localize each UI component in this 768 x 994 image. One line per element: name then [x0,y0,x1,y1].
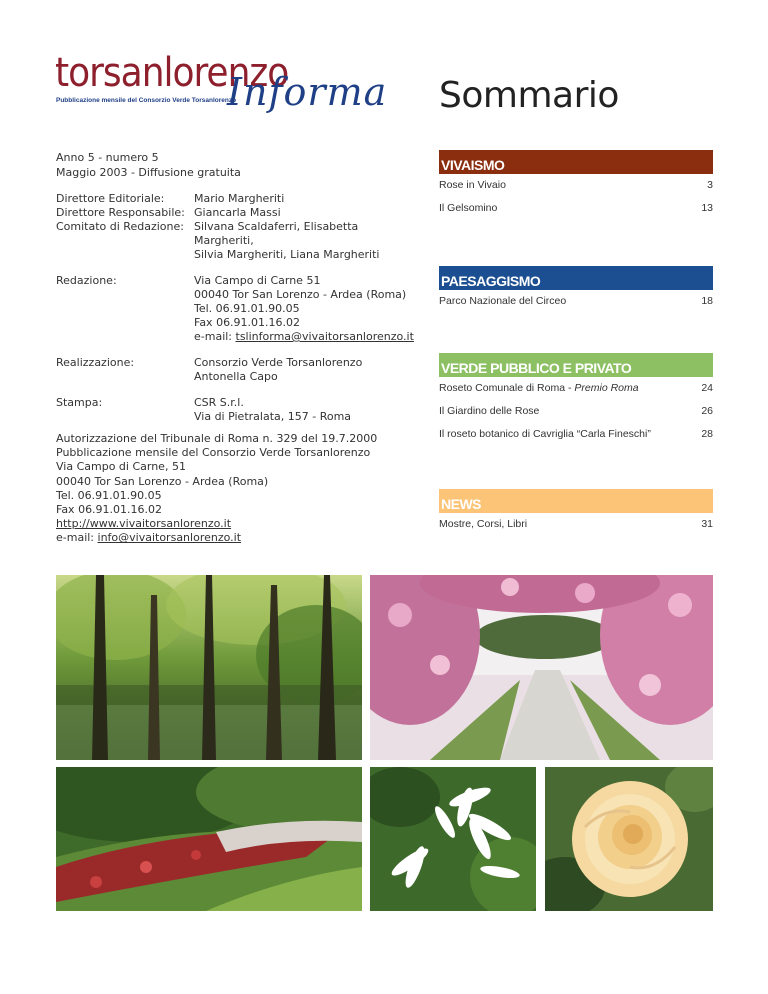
credit-value-line: Silvana Scaldaferri, Elisabetta Margheriti, [194,220,359,247]
section-vivaismo [439,150,713,220]
legal-line: 00040 Tor San Lorenzo - Ardea (Roma) [56,474,269,488]
toc-entry-title [439,377,639,400]
website-link[interactable]: http://www.vivaitorsanlorenzo.it [56,517,232,531]
legal-line: Via Campo di Carne, 51 [56,460,186,474]
credit-row [56,192,416,206]
redazione-row [56,274,416,344]
email-prefix: e-mail: [56,531,98,545]
toc-entry-page: 24 [701,382,713,394]
realizzazione-label: Realizzazione: [56,356,135,369]
toc-entry-title: Il Gelsomino [439,202,498,214]
realizzazione-value [194,356,416,384]
legal-line: Tel. 06.91.01.90.05 [56,488,162,502]
toc-entry-title: Mostre, Corsi, Libri [439,518,528,530]
toc-entry[interactable] [439,197,713,220]
redazione-line: 00040 Tor San Lorenzo - Ardea (Roma) [194,288,407,301]
credits [56,192,416,424]
photo-yellow-rose [545,767,713,911]
credit-value [194,220,416,262]
toc-entry-page: 3 [707,179,713,191]
realizzazione-line: Antonella Capo [194,370,278,383]
toc-entry[interactable] [439,423,713,446]
section-paesaggismo [439,266,713,313]
toc-entry-page: 26 [701,405,713,417]
credit-label: Comitato di Redazione: [56,220,184,233]
toc-entry[interactable] [439,400,713,423]
credit-value: Mario Margheriti [194,192,285,205]
stampa-line: CSR S.r.l. [194,396,244,409]
toc-entry-title: Il roseto botanico di Cavriglia “Carla Fineschi” [439,428,651,440]
section-header-verde-pubblico: VERDE PUBBLICO E PRIVATO [439,353,713,377]
photo-garden-flowerbed [56,767,362,911]
toc-entry-title: Rose in Vivaio [439,179,506,191]
section-header-vivaismo: VIVAISMO [439,150,713,174]
redazione-line: Fax 06.91.01.16.02 [194,316,301,329]
issue-number: Anno 5 - numero 5 [56,151,159,164]
redazione-value [194,274,416,344]
legal-line: Pubblicazione mensile del Consorzio Verde Torsanlorenzo [56,446,371,460]
logo-script: Informa [227,70,388,114]
stampa-row [56,396,416,424]
credit-row [56,220,416,262]
toc-entry-page: 31 [701,518,713,530]
photo-jasmine-flowers [370,767,536,911]
section-news [439,489,713,536]
redazione-email-line [194,330,416,344]
info-email-link[interactable]: info@vivaitorsanlorenzo.it [97,531,242,545]
redazione-label: Redazione: [56,274,117,287]
toc-entry[interactable] [439,377,713,400]
toc-entry[interactable] [439,513,713,536]
credit-row [56,206,416,220]
photo-forest-swamp [56,575,362,760]
issue-info [56,150,241,180]
redazione-email-link[interactable]: tslinforma@vivaitorsanlorenzo.it [235,330,414,343]
masthead-logo [55,50,388,114]
toc-entry-page: 28 [701,428,713,440]
credit-value-line: Silvia Margheriti, Liana Margheriti [194,248,380,261]
section-header-paesaggismo: PAESAGGISMO [439,266,713,290]
section-header-news: NEWS [439,489,713,513]
credit-label: Direttore Editoriale: [56,192,165,205]
credit-label: Direttore Responsabile: [56,206,185,219]
legal-line: Fax 06.91.01.16.02 [56,503,163,517]
credit-value: Giancarla Massi [194,206,281,219]
toc-entry-title: Parco Nazionale del Circeo [439,295,567,307]
toc-entry-page: 13 [701,202,713,214]
legal-line: Autorizzazione del Tribunale di Roma n. 329 del 19.7.2000 [56,432,378,445]
realizzazione-row [56,356,416,384]
logo-wordmark: torsanlorenzo [55,50,289,96]
page-title: Sommario [439,75,619,116]
email-prefix: e-mail: [194,330,236,343]
stampa-label: Stampa: [56,396,103,409]
toc-entry-title: Il Giardino delle Rose [439,405,540,417]
realizzazione-line: Consorzio Verde Torsanlorenzo [194,356,363,369]
stampa-value [194,396,416,424]
toc-entry[interactable] [439,174,713,197]
logo-tagline: Pubblicazione mensile del Consorzio Verde Torsanlorenzo [56,97,237,104]
toc-entry[interactable] [439,290,713,313]
photo-rose-arch-garden [370,575,713,760]
redazione-line: Tel. 06.91.01.90.05 [194,302,300,315]
redazione-line: Via Campo di Carne 51 [194,274,321,287]
legal-email-line [56,531,377,545]
toc-entry-title-italic: Premio Roma [574,382,639,394]
stampa-line: Via di Pietralata, 157 - Roma [194,410,352,423]
toc-entry-page: 18 [701,295,713,307]
legal-notice [56,432,377,546]
issue-date: Maggio 2003 - Diffusione gratuita [56,166,241,179]
section-verde-pubblico [439,353,713,446]
toc-entry-title-text: Roseto Comunale di Roma - [439,382,575,394]
